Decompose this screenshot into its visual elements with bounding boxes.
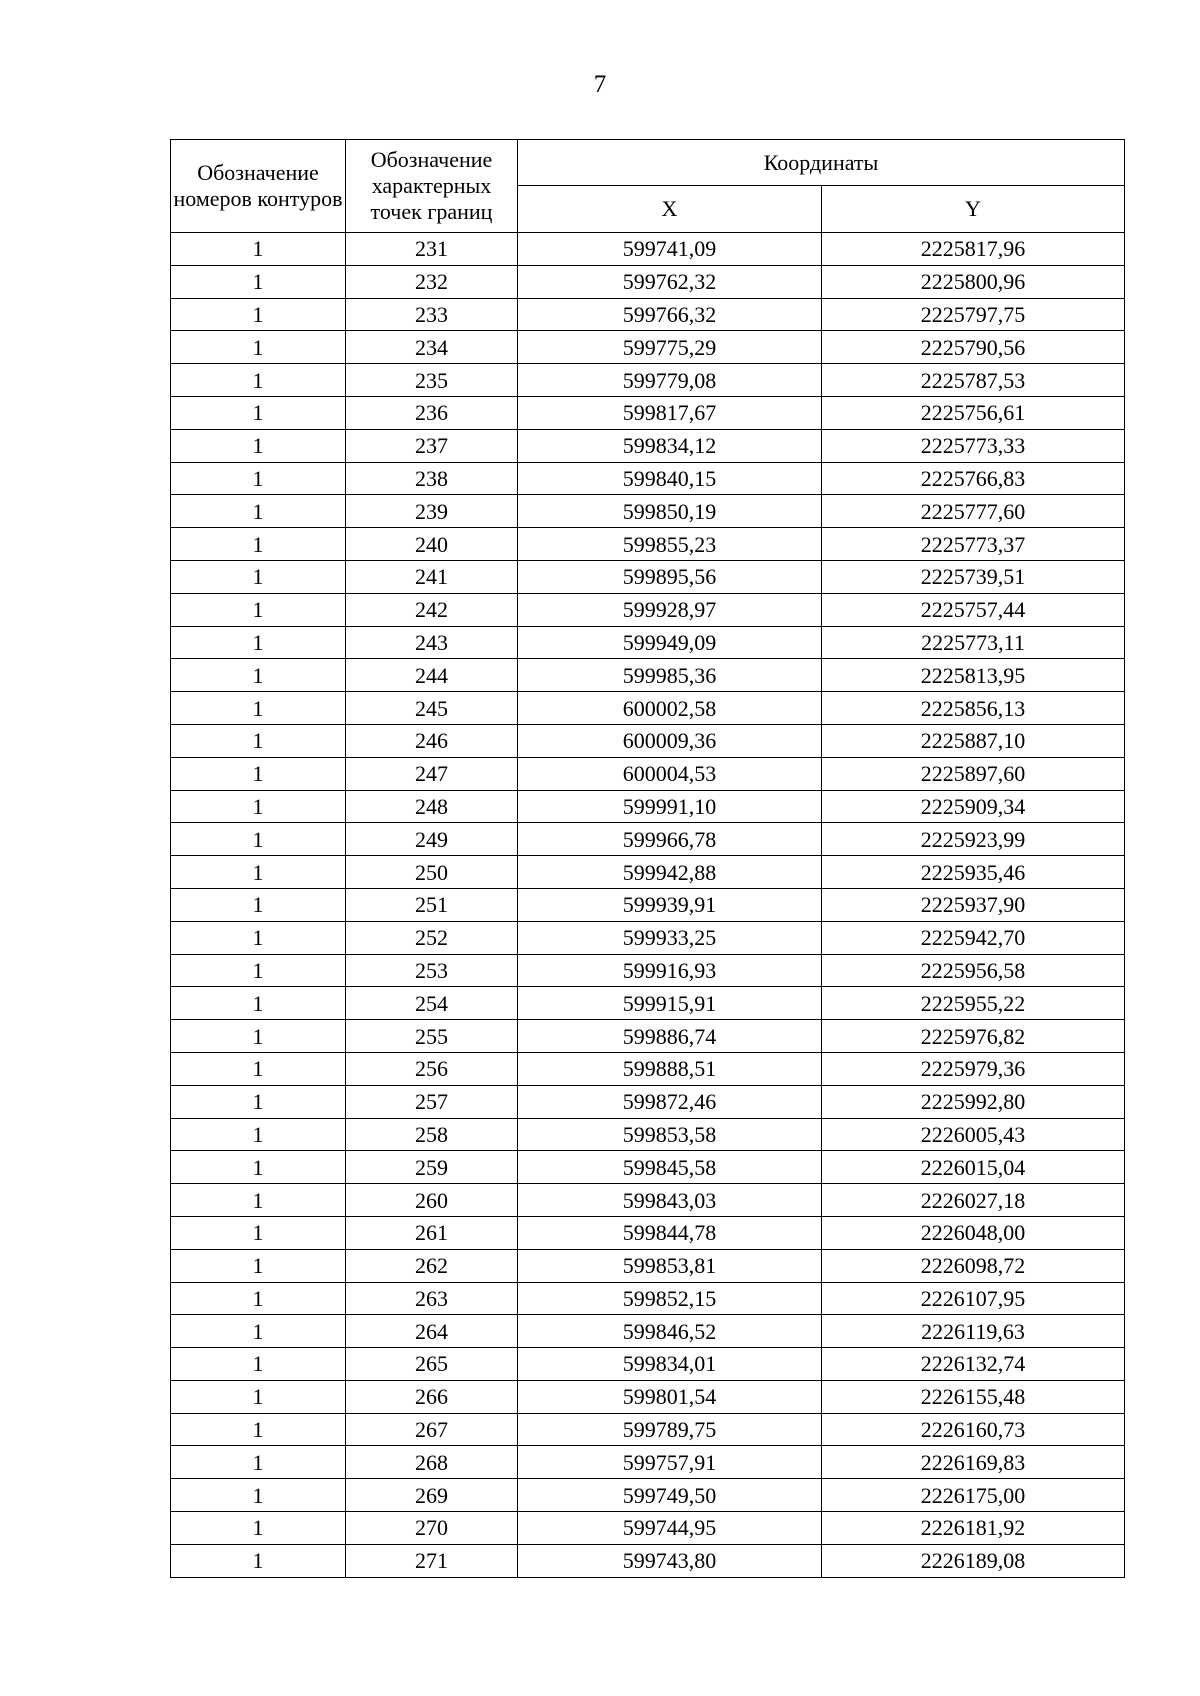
contour-number-cell: 1 [171,1380,346,1413]
point-number-cell: 244 [346,659,518,692]
table-row [171,1216,1125,1249]
y-coordinate-cell: 2225897,60 [822,757,1125,790]
y-coordinate-cell: 2225777,60 [822,495,1125,528]
table-row [171,1118,1125,1151]
y-coordinate-cell: 2225817,96 [822,233,1125,266]
table-row [171,1184,1125,1217]
x-coordinate-cell: 599852,15 [518,1282,822,1315]
y-coordinate-cell: 2226175,00 [822,1479,1125,1512]
point-number-cell: 265 [346,1348,518,1381]
point-number-cell: 236 [346,396,518,429]
contour-number-cell: 1 [171,364,346,397]
table-row [171,1544,1125,1577]
y-coordinate-cell: 2225909,34 [822,790,1125,823]
contour-number-cell: 1 [171,790,346,823]
table-row [171,823,1125,856]
y-coordinate-cell: 2225992,80 [822,1085,1125,1118]
point-number-cell: 268 [346,1446,518,1479]
table-row [171,1052,1125,1085]
point-number-cell: 241 [346,560,518,593]
y-coordinate-cell: 2225800,96 [822,265,1125,298]
contour-number-cell: 1 [171,1249,346,1282]
x-coordinate-cell: 599789,75 [518,1413,822,1446]
point-number-cell: 249 [346,823,518,856]
contour-number-cell: 1 [171,1184,346,1217]
y-coordinate-cell: 2226119,63 [822,1315,1125,1348]
table-row [171,757,1125,790]
x-coordinate-cell: 599775,29 [518,331,822,364]
x-coordinate-cell: 599834,01 [518,1348,822,1381]
x-coordinate-cell: 599949,09 [518,626,822,659]
contour-number-cell: 1 [171,1544,346,1577]
point-number-cell: 242 [346,593,518,626]
header-contour-numbers: Обозначение номеров контуров [171,140,346,233]
point-number-cell: 260 [346,1184,518,1217]
point-number-cell: 234 [346,331,518,364]
contour-number-cell: 1 [171,888,346,921]
table-row [171,987,1125,1020]
contour-number-cell: 1 [171,1348,346,1381]
x-coordinate-cell: 599757,91 [518,1446,822,1479]
contour-number-cell: 1 [171,1282,346,1315]
x-coordinate-cell: 599834,12 [518,429,822,462]
x-coordinate-cell: 599991,10 [518,790,822,823]
table-row [171,1249,1125,1282]
x-coordinate-cell: 599928,97 [518,593,822,626]
table-row [171,1315,1125,1348]
contour-number-cell: 1 [171,921,346,954]
y-coordinate-cell: 2225773,37 [822,528,1125,561]
contour-number-cell: 1 [171,462,346,495]
contour-number-cell: 1 [171,692,346,725]
y-coordinate-cell: 2226181,92 [822,1512,1125,1545]
x-coordinate-cell: 599915,91 [518,987,822,1020]
contour-number-cell: 1 [171,528,346,561]
table-row [171,692,1125,725]
table-row [171,626,1125,659]
contour-number-cell: 1 [171,954,346,987]
contour-number-cell: 1 [171,429,346,462]
point-number-cell: 252 [346,921,518,954]
table-header [171,140,1125,233]
point-number-cell: 258 [346,1118,518,1151]
table-row [171,396,1125,429]
point-number-cell: 237 [346,429,518,462]
table-row [171,265,1125,298]
x-coordinate-cell: 599933,25 [518,921,822,954]
table-row [171,1479,1125,1512]
point-number-cell: 251 [346,888,518,921]
table-body [171,233,1125,1578]
y-coordinate-cell: 2225739,51 [822,560,1125,593]
point-number-cell: 263 [346,1282,518,1315]
y-coordinate-cell: 2225756,61 [822,396,1125,429]
contour-number-cell: 1 [171,856,346,889]
x-coordinate-cell: 600004,53 [518,757,822,790]
point-number-cell: 248 [346,790,518,823]
y-coordinate-cell: 2225979,36 [822,1052,1125,1085]
table-row [171,1512,1125,1545]
x-coordinate-cell: 599895,56 [518,560,822,593]
header-y: Y [822,186,1125,233]
table-row [171,1020,1125,1053]
table-row [171,790,1125,823]
x-coordinate-cell: 599845,58 [518,1151,822,1184]
point-number-cell: 231 [346,233,518,266]
x-coordinate-cell: 599743,80 [518,1544,822,1577]
coordinates-table [170,139,1125,1578]
point-number-cell: 254 [346,987,518,1020]
table-row [171,724,1125,757]
contour-number-cell: 1 [171,1315,346,1348]
y-coordinate-cell: 2226132,74 [822,1348,1125,1381]
x-coordinate-cell: 599850,19 [518,495,822,528]
point-number-cell: 266 [346,1380,518,1413]
x-coordinate-cell: 599749,50 [518,1479,822,1512]
header-boundary-points: Обозначение характерных точек границ [346,140,518,233]
table-row [171,856,1125,889]
y-coordinate-cell: 2226098,72 [822,1249,1125,1282]
table-row [171,954,1125,987]
y-coordinate-cell: 2226027,18 [822,1184,1125,1217]
table-row [171,1085,1125,1118]
x-coordinate-cell: 599817,67 [518,396,822,429]
contour-number-cell: 1 [171,626,346,659]
table-row [171,495,1125,528]
y-coordinate-cell: 2225956,58 [822,954,1125,987]
point-number-cell: 245 [346,692,518,725]
contour-number-cell: 1 [171,560,346,593]
contour-number-cell: 1 [171,233,346,266]
y-coordinate-cell: 2226048,00 [822,1216,1125,1249]
point-number-cell: 270 [346,1512,518,1545]
point-number-cell: 271 [346,1544,518,1577]
x-coordinate-cell: 599939,91 [518,888,822,921]
contour-number-cell: 1 [171,724,346,757]
x-coordinate-cell: 600009,36 [518,724,822,757]
x-coordinate-cell: 599844,78 [518,1216,822,1249]
point-number-cell: 261 [346,1216,518,1249]
point-number-cell: 253 [346,954,518,987]
page-number: 7 [593,71,607,98]
x-coordinate-cell: 599872,46 [518,1085,822,1118]
table-row [171,888,1125,921]
x-coordinate-cell: 599985,36 [518,659,822,692]
contour-number-cell: 1 [171,265,346,298]
point-number-cell: 235 [346,364,518,397]
point-number-cell: 240 [346,528,518,561]
y-coordinate-cell: 2225773,11 [822,626,1125,659]
contour-number-cell: 1 [171,823,346,856]
contour-number-cell: 1 [171,495,346,528]
point-number-cell: 232 [346,265,518,298]
table-row [171,593,1125,626]
table-row [171,462,1125,495]
contour-number-cell: 1 [171,757,346,790]
point-number-cell: 238 [346,462,518,495]
table-row [171,921,1125,954]
y-coordinate-cell: 2225757,44 [822,593,1125,626]
contour-number-cell: 1 [171,298,346,331]
point-number-cell: 239 [346,495,518,528]
x-coordinate-cell: 599843,03 [518,1184,822,1217]
point-number-cell: 247 [346,757,518,790]
point-number-cell: 243 [346,626,518,659]
y-coordinate-cell: 2225797,75 [822,298,1125,331]
point-number-cell: 256 [346,1052,518,1085]
x-coordinate-cell: 599779,08 [518,364,822,397]
point-number-cell: 233 [346,298,518,331]
header-x: X [518,186,822,233]
x-coordinate-cell: 599801,54 [518,1380,822,1413]
y-coordinate-cell: 2225937,90 [822,888,1125,921]
contour-number-cell: 1 [171,987,346,1020]
table-row [171,298,1125,331]
contour-number-cell: 1 [171,1512,346,1545]
y-coordinate-cell: 2226155,48 [822,1380,1125,1413]
x-coordinate-cell: 599853,58 [518,1118,822,1151]
point-number-cell: 264 [346,1315,518,1348]
y-coordinate-cell: 2226107,95 [822,1282,1125,1315]
table-row [171,233,1125,266]
y-coordinate-cell: 2226160,73 [822,1413,1125,1446]
contour-number-cell: 1 [171,1118,346,1151]
y-coordinate-cell: 2225955,22 [822,987,1125,1020]
point-number-cell: 255 [346,1020,518,1053]
contour-number-cell: 1 [171,1216,346,1249]
table-row [171,1446,1125,1479]
contour-number-cell: 1 [171,1020,346,1053]
point-number-cell: 250 [346,856,518,889]
table-row [171,331,1125,364]
x-coordinate-cell: 599840,15 [518,462,822,495]
contour-number-cell: 1 [171,1479,346,1512]
y-coordinate-cell: 2225790,56 [822,331,1125,364]
table-row [171,364,1125,397]
x-coordinate-cell: 599846,52 [518,1315,822,1348]
y-coordinate-cell: 2225856,13 [822,692,1125,725]
x-coordinate-cell: 599741,09 [518,233,822,266]
point-number-cell: 262 [346,1249,518,1282]
y-coordinate-cell: 2226015,04 [822,1151,1125,1184]
contour-number-cell: 1 [171,396,346,429]
y-coordinate-cell: 2225887,10 [822,724,1125,757]
y-coordinate-cell: 2226189,08 [822,1544,1125,1577]
contour-number-cell: 1 [171,1413,346,1446]
y-coordinate-cell: 2225813,95 [822,659,1125,692]
y-coordinate-cell: 2225923,99 [822,823,1125,856]
y-coordinate-cell: 2225942,70 [822,921,1125,954]
table-row [171,1348,1125,1381]
point-number-cell: 267 [346,1413,518,1446]
header-coordinates: Координаты [518,140,1125,186]
contour-number-cell: 1 [171,1151,346,1184]
table-row [171,659,1125,692]
point-number-cell: 269 [346,1479,518,1512]
y-coordinate-cell: 2225773,33 [822,429,1125,462]
x-coordinate-cell: 599744,95 [518,1512,822,1545]
y-coordinate-cell: 2226169,83 [822,1446,1125,1479]
table-row [171,560,1125,593]
table-row [171,1151,1125,1184]
contour-number-cell: 1 [171,659,346,692]
contour-number-cell: 1 [171,1052,346,1085]
contour-number-cell: 1 [171,1446,346,1479]
contour-number-cell: 1 [171,331,346,364]
x-coordinate-cell: 599966,78 [518,823,822,856]
x-coordinate-cell: 599762,32 [518,265,822,298]
table-row [171,1282,1125,1315]
y-coordinate-cell: 2225787,53 [822,364,1125,397]
x-coordinate-cell: 599916,93 [518,954,822,987]
x-coordinate-cell: 599766,32 [518,298,822,331]
table-row [171,528,1125,561]
table-row [171,429,1125,462]
x-coordinate-cell: 599886,74 [518,1020,822,1053]
y-coordinate-cell: 2225935,46 [822,856,1125,889]
contour-number-cell: 1 [171,593,346,626]
point-number-cell: 257 [346,1085,518,1118]
x-coordinate-cell: 600002,58 [518,692,822,725]
contour-number-cell: 1 [171,1085,346,1118]
point-number-cell: 259 [346,1151,518,1184]
point-number-cell: 246 [346,724,518,757]
x-coordinate-cell: 599942,88 [518,856,822,889]
table-row [171,1413,1125,1446]
x-coordinate-cell: 599855,23 [518,528,822,561]
x-coordinate-cell: 599853,81 [518,1249,822,1282]
x-coordinate-cell: 599888,51 [518,1052,822,1085]
y-coordinate-cell: 2225976,82 [822,1020,1125,1053]
table-row [171,1380,1125,1413]
y-coordinate-cell: 2225766,83 [822,462,1125,495]
y-coordinate-cell: 2226005,43 [822,1118,1125,1151]
